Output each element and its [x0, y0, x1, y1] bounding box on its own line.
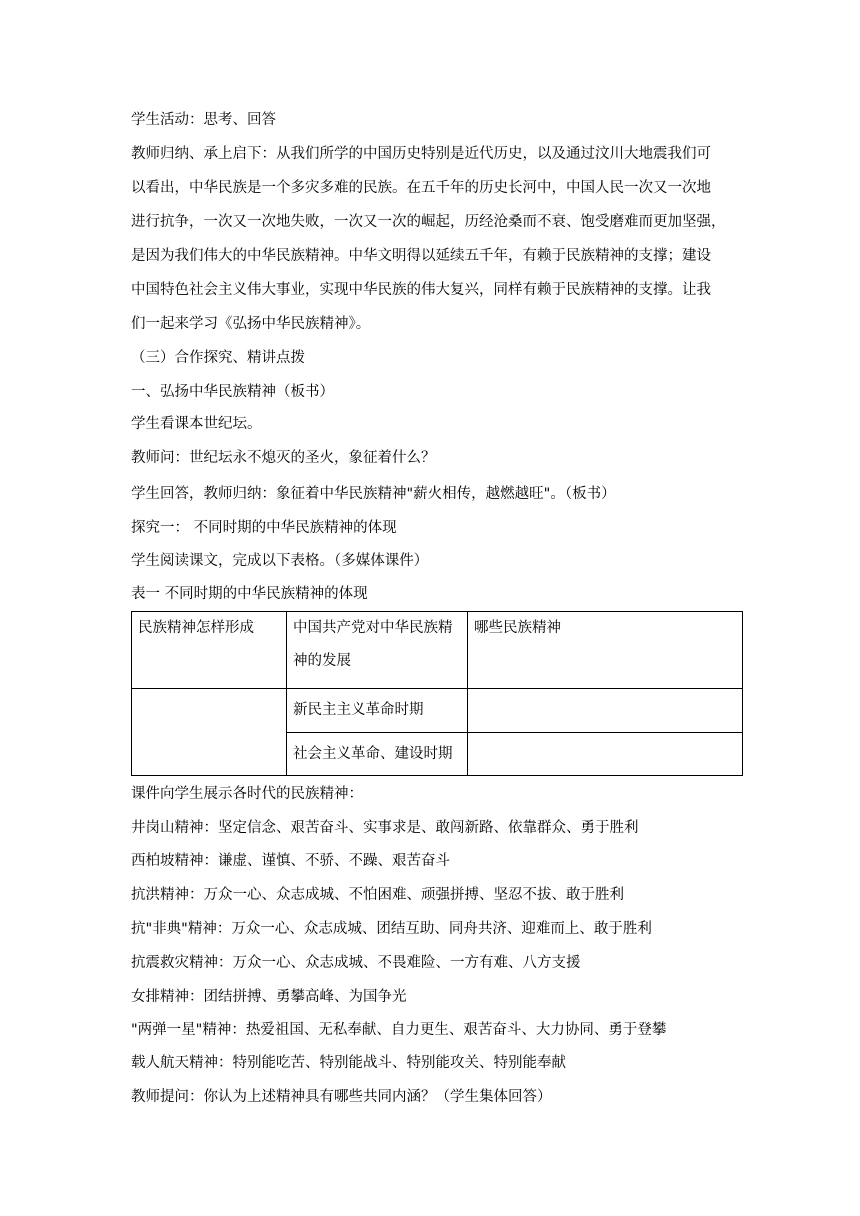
table-cell: [468, 733, 743, 776]
table-cell: 民族精神怎样形成: [132, 612, 287, 689]
paragraph: 课件向学生展示各时代的民族精神：: [131, 786, 363, 802]
spirit-line: 西柏坡精神：谦虚、谨慎、不骄、不躁、艰苦奋斗: [131, 853, 450, 869]
table-cell: 哪些民族精神: [468, 612, 743, 689]
table-row: [132, 689, 743, 733]
paragraph: 学生回答，教师归纳：象征着中华民族精神"薪火相传，越燃越旺"。（板书）: [131, 486, 616, 502]
spirit-line: 抗震救灾精神：万众一心、众志成城、不畏难险、一方有难、八方支援: [131, 955, 581, 971]
paragraph: 中国特色社会主义伟大事业，实现中华民族的伟大复兴，同样有赖于民族精神的支撑。让我: [131, 282, 711, 298]
section-heading: 一、弘扬中华民族精神（板书）: [131, 384, 334, 400]
table-row: [132, 612, 743, 689]
cell-text: 神的发展: [293, 653, 351, 669]
table-cell: [468, 689, 743, 733]
paragraph: 教师归纳、承上启下：从我们所学的中国历史特别是近代历史，以及通过汶川大地震我们可: [131, 146, 711, 162]
paragraph: 探究一： 不同时期的中华民族精神的体现: [131, 520, 397, 536]
table-cell: [132, 689, 287, 776]
paragraph: 教师提问：你认为上述精神具有哪些共同内涵？（学生集体回答）: [131, 1089, 552, 1105]
paragraph: 进行抗争，一次又一次地失败，一次又一次的崛起，历经沧桑而不衰、饱受磨难而更加坚强，: [131, 214, 726, 230]
spirit-line: 抗洪精神：万众一心、众志成城、不怕困难、顽强拼搏、坚忍不拔、敢于胜利: [131, 887, 624, 903]
spirit-line: 载人航天精神：特别能吃苦、特别能战斗、特别能攻关、特别能奉献: [131, 1055, 566, 1071]
spirit-table: [131, 611, 743, 776]
section-heading: （三）合作探究、精讲点拨: [131, 350, 305, 366]
paragraph: 学生看课本世纪坛。: [131, 416, 262, 432]
spirit-line: "两弹一星"精神：热爱祖国、无私奉献、自力更生、艰苦奋斗、大力协同、勇于登攀: [131, 1022, 667, 1038]
table-cell: 社会主义革命、建设时期: [287, 733, 468, 776]
table-cell: 新民主主义革命时期: [287, 689, 468, 733]
paragraph: 们一起来学习《弘扬中华民族精神》。: [131, 316, 371, 332]
table-caption: 表一 不同时期的中华民族精神的体现: [131, 586, 368, 602]
paragraph: 教师问：世纪坛永不熄灭的圣火，象征着什么？: [131, 450, 436, 466]
paragraph: 是因为我们伟大的中华民族精神。中华文明得以延续五千年，有赖于民族精神的支撑；建设: [131, 248, 711, 264]
spirit-line: 抗"非典"精神：万众一心、众志成城、团结互助、同舟共济、迎难而上、敢于胜利: [131, 921, 652, 937]
paragraph: 学生阅读课文，完成以下表格。（多媒体课件）: [131, 553, 429, 569]
paragraph: 以看出，中华民族是一个多灾多难的民族。在五千年的历史长河中，中国人民一次又一次地: [131, 180, 711, 196]
spirit-line: 井岗山精神：坚定信念、艰苦奋斗、实事求是、敢闯新路、依靠群众、勇于胜利: [131, 820, 639, 836]
paragraph: 学生活动：思考、回答: [131, 112, 276, 128]
spirit-line: 女排精神：团结拼搏、勇攀高峰、为国争光: [131, 989, 407, 1005]
table-cell: [287, 612, 468, 689]
cell-text: 中国共产党对中华民族精: [293, 620, 453, 636]
